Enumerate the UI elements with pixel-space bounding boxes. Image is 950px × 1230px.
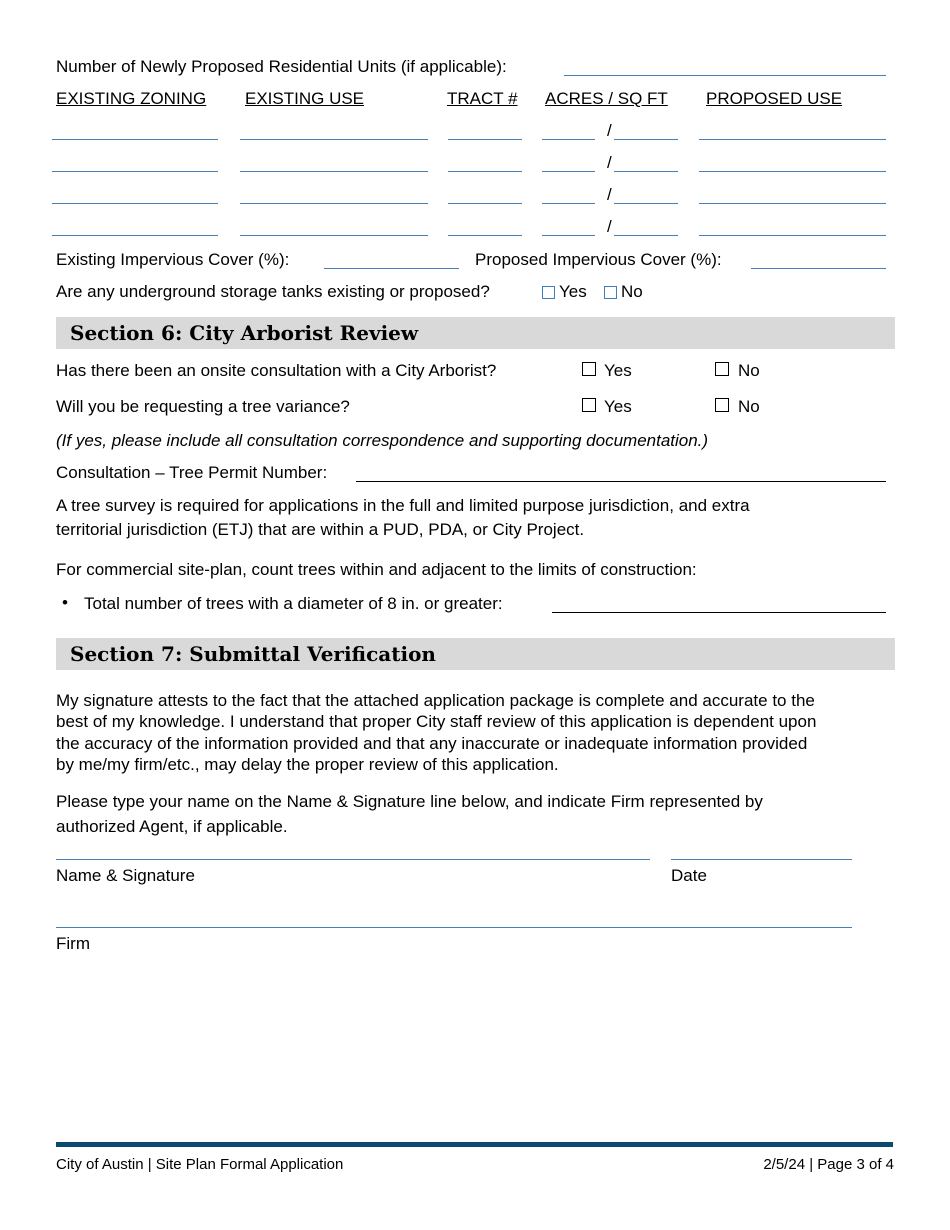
- proposed-use-field[interactable]: [699, 235, 886, 236]
- existing-use-field[interactable]: [240, 171, 428, 172]
- attest-line-4: by me/my firm/etc., may delay the proper review of this application.: [56, 755, 559, 774]
- firm-label: Firm: [56, 934, 90, 953]
- sqft-field[interactable]: [614, 139, 678, 140]
- tree-permit-label: Consultation – Tree Permit Number:: [56, 463, 328, 482]
- footer-rule: [56, 1142, 893, 1147]
- sqft-field[interactable]: [614, 235, 678, 236]
- variance-yes-checkbox[interactable]: [582, 398, 596, 412]
- tree-permit-field[interactable]: [356, 481, 886, 482]
- tanks-yes-label: Yes: [559, 282, 587, 301]
- section-7-header: [56, 638, 895, 670]
- proposed-use-field[interactable]: [699, 203, 886, 204]
- acres-field[interactable]: [542, 235, 595, 236]
- consultation-yes-label: Yes: [604, 361, 632, 380]
- tree-survey-line-2: territorial jurisdiction (ETJ) that are within a PUD, PDA, or City Project.: [56, 520, 585, 539]
- firm-field[interactable]: [56, 927, 852, 928]
- bullet-dot: •: [62, 593, 68, 612]
- residential-units-label: Number of Newly Proposed Residential Units (if applicable):: [56, 57, 507, 76]
- existing-use-field[interactable]: [240, 235, 428, 236]
- attest-line-2: best of my knowledge. I understand that proper City staff review of this application is dependent upon: [56, 712, 817, 731]
- tree-count-label: Total number of trees with a diameter of 8 in. or greater:: [84, 594, 503, 613]
- tanks-no-checkbox[interactable]: [604, 286, 617, 299]
- header-existing-use: EXISTING USE: [245, 89, 365, 108]
- acres-separator: /: [607, 217, 612, 236]
- name-signature-label: Name & Signature: [56, 866, 195, 885]
- section-6-header: [56, 317, 895, 349]
- date-field[interactable]: [671, 859, 852, 860]
- proposed-use-field[interactable]: [699, 139, 886, 140]
- existing-impervious-field[interactable]: [324, 268, 459, 269]
- acres-separator: /: [607, 121, 612, 140]
- existing-zoning-field[interactable]: [52, 139, 218, 140]
- header-acres-sqft: ACRES / SQ FT: [545, 89, 668, 108]
- section-7-title: Section 7: Submittal Verification: [70, 642, 436, 666]
- consultation-note: (If yes, please include all consultation correspondence and supporting documentation.): [56, 431, 709, 450]
- consultation-no-label: No: [738, 361, 760, 380]
- tract-field[interactable]: [448, 171, 522, 172]
- consultation-no-checkbox[interactable]: [715, 362, 729, 376]
- instruct-line-1: Please type your name on the Name & Signature line below, and indicate Firm represented by: [56, 792, 763, 811]
- attest-line-1: My signature attests to the fact that the attached application package is complete and accurate to the: [56, 691, 815, 710]
- existing-zoning-field[interactable]: [52, 235, 218, 236]
- tract-field[interactable]: [448, 203, 522, 204]
- variance-no-label: No: [738, 397, 760, 416]
- acres-field[interactable]: [542, 139, 595, 140]
- existing-zoning-field[interactable]: [52, 203, 218, 204]
- commercial-site-plan-text: For commercial site-plan, count trees within and adjacent to the limits of construction:: [56, 560, 697, 579]
- existing-use-field[interactable]: [240, 203, 428, 204]
- existing-zoning-field[interactable]: [52, 171, 218, 172]
- acres-field[interactable]: [542, 171, 595, 172]
- header-tract: TRACT #: [447, 89, 518, 108]
- sqft-field[interactable]: [614, 203, 678, 204]
- acres-separator: /: [607, 153, 612, 172]
- existing-use-field[interactable]: [240, 139, 428, 140]
- tree-survey-line-1: A tree survey is required for applications in the full and limited purpose jurisdiction, and extra: [56, 496, 750, 515]
- sqft-field[interactable]: [614, 171, 678, 172]
- acres-separator: /: [607, 185, 612, 204]
- tract-field[interactable]: [448, 139, 522, 140]
- footer-right: 2/5/24 | Page 3 of 4: [763, 1156, 894, 1173]
- tanks-no-label: No: [621, 282, 643, 301]
- date-label: Date: [671, 866, 707, 885]
- variance-no-checkbox[interactable]: [715, 398, 729, 412]
- attest-line-3: the accuracy of the information provided and that any inaccurate or inadequate information provided: [56, 734, 808, 753]
- tree-count-field[interactable]: [552, 612, 886, 613]
- proposed-impervious-label: Proposed Impervious Cover (%):: [475, 250, 722, 269]
- tree-variance-question: Will you be requesting a tree variance?: [56, 397, 350, 416]
- variance-yes-label: Yes: [604, 397, 632, 416]
- acres-field[interactable]: [542, 203, 595, 204]
- section-6-title: Section 6: City Arborist Review: [70, 321, 419, 345]
- tract-field[interactable]: [448, 235, 522, 236]
- storage-tanks-question: Are any underground storage tanks existing or proposed?: [56, 282, 490, 301]
- existing-impervious-label: Existing Impervious Cover (%):: [56, 250, 290, 269]
- instruct-line-2: authorized Agent, if applicable.: [56, 817, 288, 836]
- arborist-consultation-question: Has there been an onsite consultation with a City Arborist?: [56, 361, 497, 380]
- name-signature-field[interactable]: [56, 859, 650, 860]
- consultation-yes-checkbox[interactable]: [582, 362, 596, 376]
- residential-units-field[interactable]: [564, 75, 886, 76]
- proposed-impervious-field[interactable]: [751, 268, 886, 269]
- header-existing-zoning: EXISTING ZONING: [56, 89, 207, 108]
- tanks-yes-checkbox[interactable]: [542, 286, 555, 299]
- proposed-use-field[interactable]: [699, 171, 886, 172]
- header-proposed-use: PROPOSED USE: [706, 89, 843, 108]
- footer-left: City of Austin | Site Plan Formal Application: [56, 1156, 344, 1173]
